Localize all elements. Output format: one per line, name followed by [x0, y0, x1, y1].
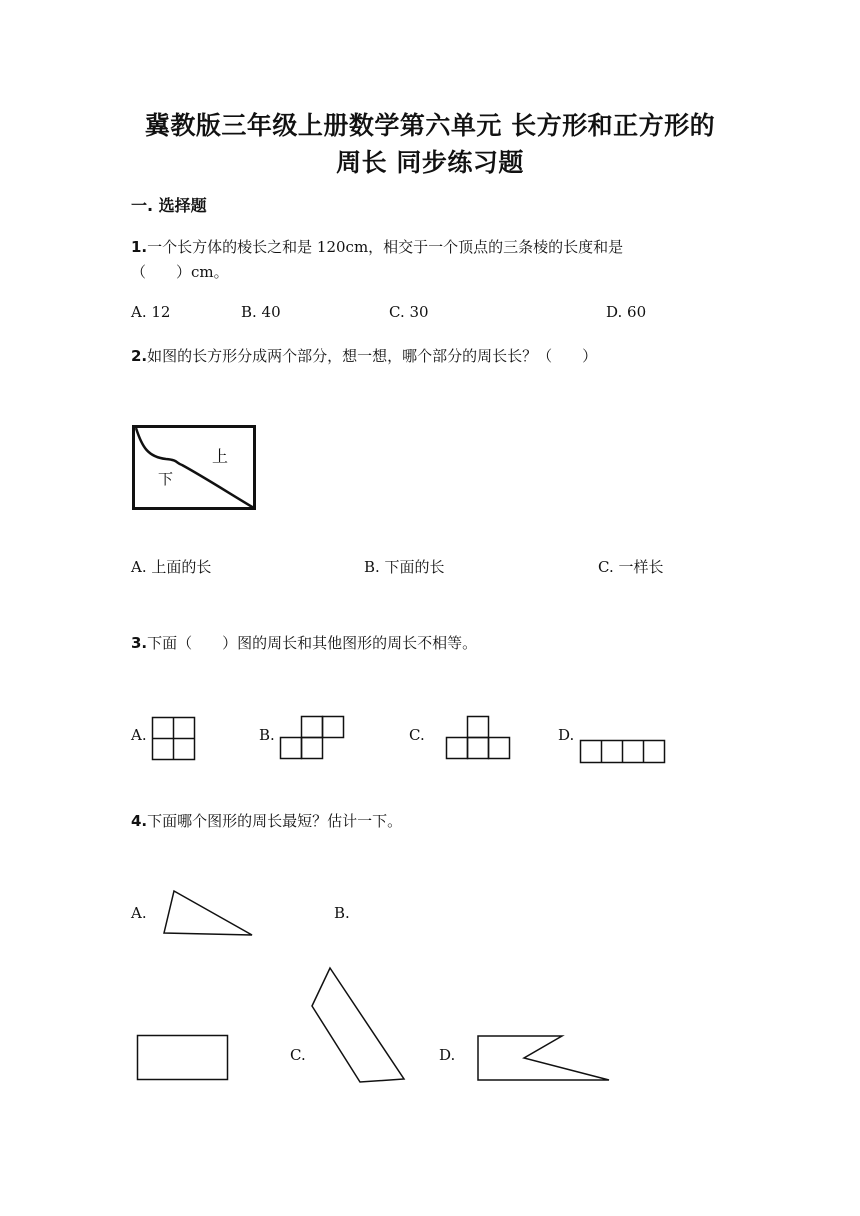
- option-a-label[interactable]: A.: [131, 726, 147, 744]
- question-number: 4.: [131, 812, 148, 830]
- option-a[interactable]: A. 12: [131, 303, 171, 321]
- question-text: 下面哪个图形的周长最短？估计一下。: [147, 812, 403, 830]
- option-c-label[interactable]: C.: [290, 1046, 306, 1064]
- question-text: 一个长方体的棱长之和是 120cm，相交于一个顶点的三条棱的长度和是: [147, 238, 624, 256]
- t-shape-figure: [446, 716, 512, 761]
- option-b-label[interactable]: B.: [259, 726, 275, 744]
- question-1-continuation: （ ）cm。: [131, 263, 229, 281]
- option-c[interactable]: C. 30: [389, 303, 429, 321]
- staggered-squares-figure: [280, 716, 346, 761]
- section-heading: 一. 选择题: [131, 196, 207, 215]
- rectangle-figure: [136, 1034, 230, 1082]
- option-c-label[interactable]: C.: [409, 726, 425, 744]
- option-b-label[interactable]: B.: [334, 904, 350, 922]
- question-3: [131, 632, 477, 653]
- dividing-curve: [136, 428, 254, 508]
- option-d-label[interactable]: D.: [558, 726, 575, 744]
- question-text: 下面（ ）图的周长和其他图形的周长不相等。: [147, 634, 478, 652]
- option-a-label[interactable]: A.: [131, 904, 147, 922]
- grid-2x2-figure: [152, 717, 196, 761]
- question-text: 如图的长方形分成两个部分，想一想，哪个部分的周长长？（ ）: [147, 347, 598, 365]
- option-c[interactable]: C. 一样长: [598, 558, 664, 576]
- label-lower: 下: [158, 470, 174, 488]
- option-d[interactable]: D. 60: [606, 303, 647, 321]
- option-b[interactable]: B. 下面的长: [364, 558, 445, 576]
- question-number: 3.: [131, 634, 148, 652]
- option-d-label[interactable]: D.: [439, 1046, 456, 1064]
- label-upper: 上: [212, 447, 229, 466]
- quadrilateral-figure: [308, 964, 408, 1086]
- page-title-line-2: 周长 同步练习题: [336, 148, 524, 177]
- page-title-line-1: 冀教版三年级上册数学第六单元 长方形和正方形的: [144, 111, 716, 140]
- row-of-four-squares-figure: [580, 740, 666, 765]
- question-4: [131, 810, 402, 831]
- triangle-figure: [160, 888, 256, 938]
- question-number: 2.: [131, 347, 148, 365]
- divided-rectangle-figure: [132, 425, 256, 511]
- question-number: 1.: [131, 238, 148, 256]
- option-a[interactable]: A. 上面的长: [131, 558, 212, 576]
- question-2: [131, 345, 597, 366]
- notched-pentagon-figure: [474, 1033, 614, 1083]
- question-1: [131, 236, 623, 257]
- option-b[interactable]: B. 40: [241, 303, 281, 321]
